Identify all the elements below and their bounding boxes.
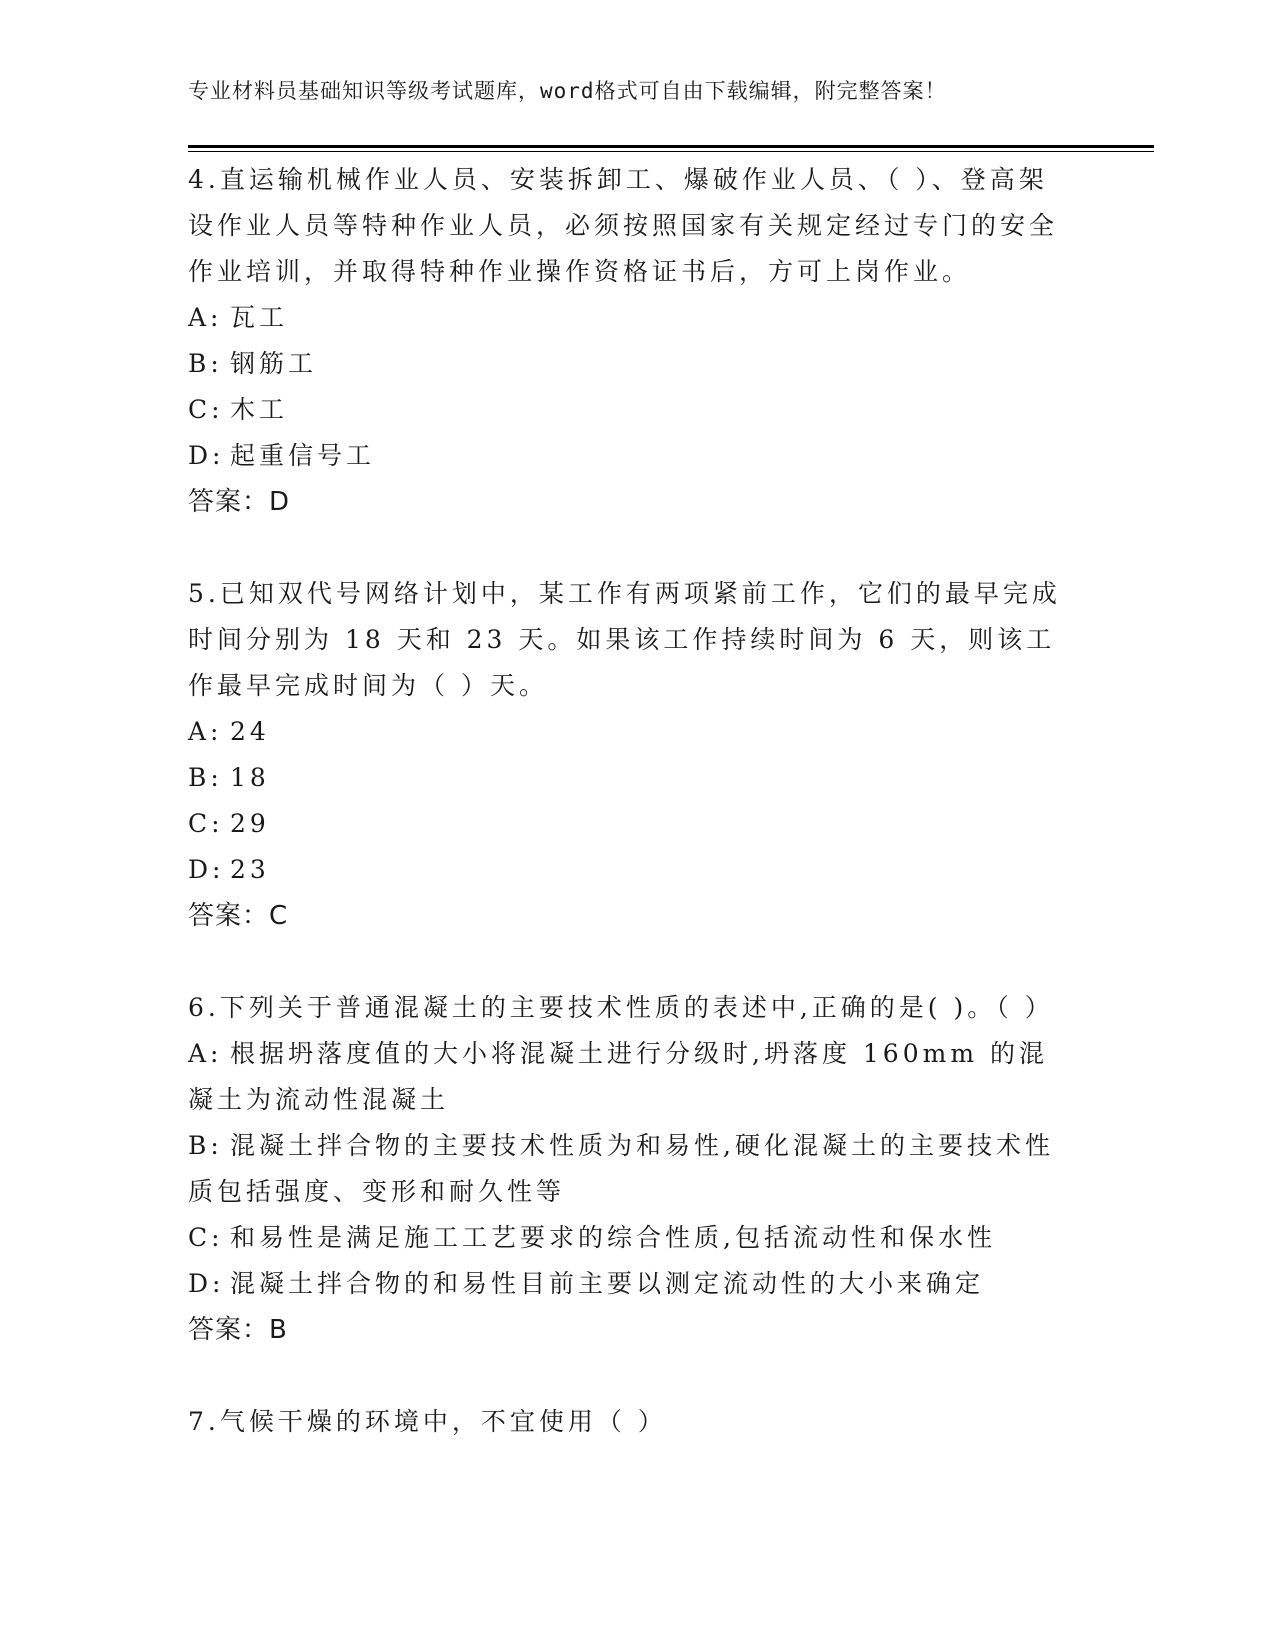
- option-label: D:: [188, 441, 225, 470]
- option-text: 18: [230, 763, 270, 792]
- option-label: C:: [188, 1223, 224, 1252]
- option-d: [188, 847, 1068, 893]
- option-label: D:: [188, 855, 225, 884]
- option-d: [188, 1261, 1068, 1307]
- option-text: 钢筋工: [230, 349, 318, 378]
- option-label: B:: [188, 349, 223, 378]
- question-4: [188, 157, 1068, 525]
- option-label: A:: [188, 1039, 223, 1068]
- option-label: C:: [188, 395, 224, 424]
- option-text: 起重信号工: [230, 441, 376, 470]
- option-text: 根据坍落度值的大小将混凝土进行分级时,坍落度 160mm 的混凝土为流动性混凝土: [188, 1039, 1048, 1114]
- option-text: 24: [230, 717, 270, 746]
- question-list: [188, 157, 1068, 1445]
- answer-line: 答案：C: [188, 901, 289, 931]
- option-label: A:: [188, 717, 223, 746]
- option-b: [188, 755, 1068, 801]
- header-rule-thick: [188, 145, 1154, 148]
- option-a: [188, 709, 1068, 755]
- option-text: 混凝土拌合物的和易性目前主要以测定流动性的大小来确定: [230, 1269, 985, 1298]
- answer-line: 答案：B: [188, 1315, 288, 1345]
- question-text: 4.直运输机械作业人员、安装拆卸工、爆破作业人员、（ ）、登高架设作业人员等特种作业人员，必须按照国家有关规定经过专门的安全作业培训，并取得特种作业操作资格证书后，方可上岗作业。: [188, 165, 1059, 286]
- option-label: D:: [188, 1269, 225, 1298]
- option-label: A:: [188, 303, 223, 332]
- page-header: 专业材料员基础知识等级考试题库，word格式可自由下载编辑，附完整答案！: [188, 79, 947, 103]
- option-a: [188, 1031, 1068, 1123]
- question-6: [188, 985, 1068, 1353]
- option-b: [188, 341, 1068, 387]
- question-7: [188, 1399, 1068, 1445]
- option-label: C:: [188, 809, 224, 838]
- option-text: 和易性是满足施工工艺要求的综合性质,包括流动性和保水性: [230, 1223, 996, 1252]
- question-5: [188, 571, 1068, 939]
- answer-line: 答案：D: [188, 487, 291, 517]
- option-text: 木工: [230, 395, 289, 424]
- option-c: [188, 801, 1068, 847]
- question-text: 5.已知双代号网络计划中，某工作有两项紧前工作，它们的最早完成时间分别为 18 天和 23 天。如果该工作持续时间为 6 天，则该工作最早完成时间为（ ）天。: [188, 579, 1061, 700]
- option-label: B:: [188, 1131, 223, 1160]
- option-c: [188, 387, 1068, 433]
- option-text: 混凝土拌合物的主要技术性质为和易性,硬化混凝土的主要技术性质包括强度、变形和耐久性等: [188, 1131, 1054, 1206]
- option-b: [188, 1123, 1068, 1215]
- option-label: B:: [188, 763, 223, 792]
- question-text: 6.下列关于普通混凝土的主要技术性质的表述中,正确的是( )。（ ）: [188, 993, 1054, 1022]
- option-text: 23: [230, 855, 270, 884]
- header-rule-thin: [188, 151, 1154, 152]
- option-c: [188, 1215, 1068, 1261]
- question-text: 7.气候干燥的环境中，不宜使用（ ）: [188, 1407, 667, 1436]
- option-text: 瓦工: [230, 303, 289, 332]
- option-text: 29: [230, 809, 270, 838]
- option-a: [188, 295, 1068, 341]
- option-d: [188, 433, 1068, 479]
